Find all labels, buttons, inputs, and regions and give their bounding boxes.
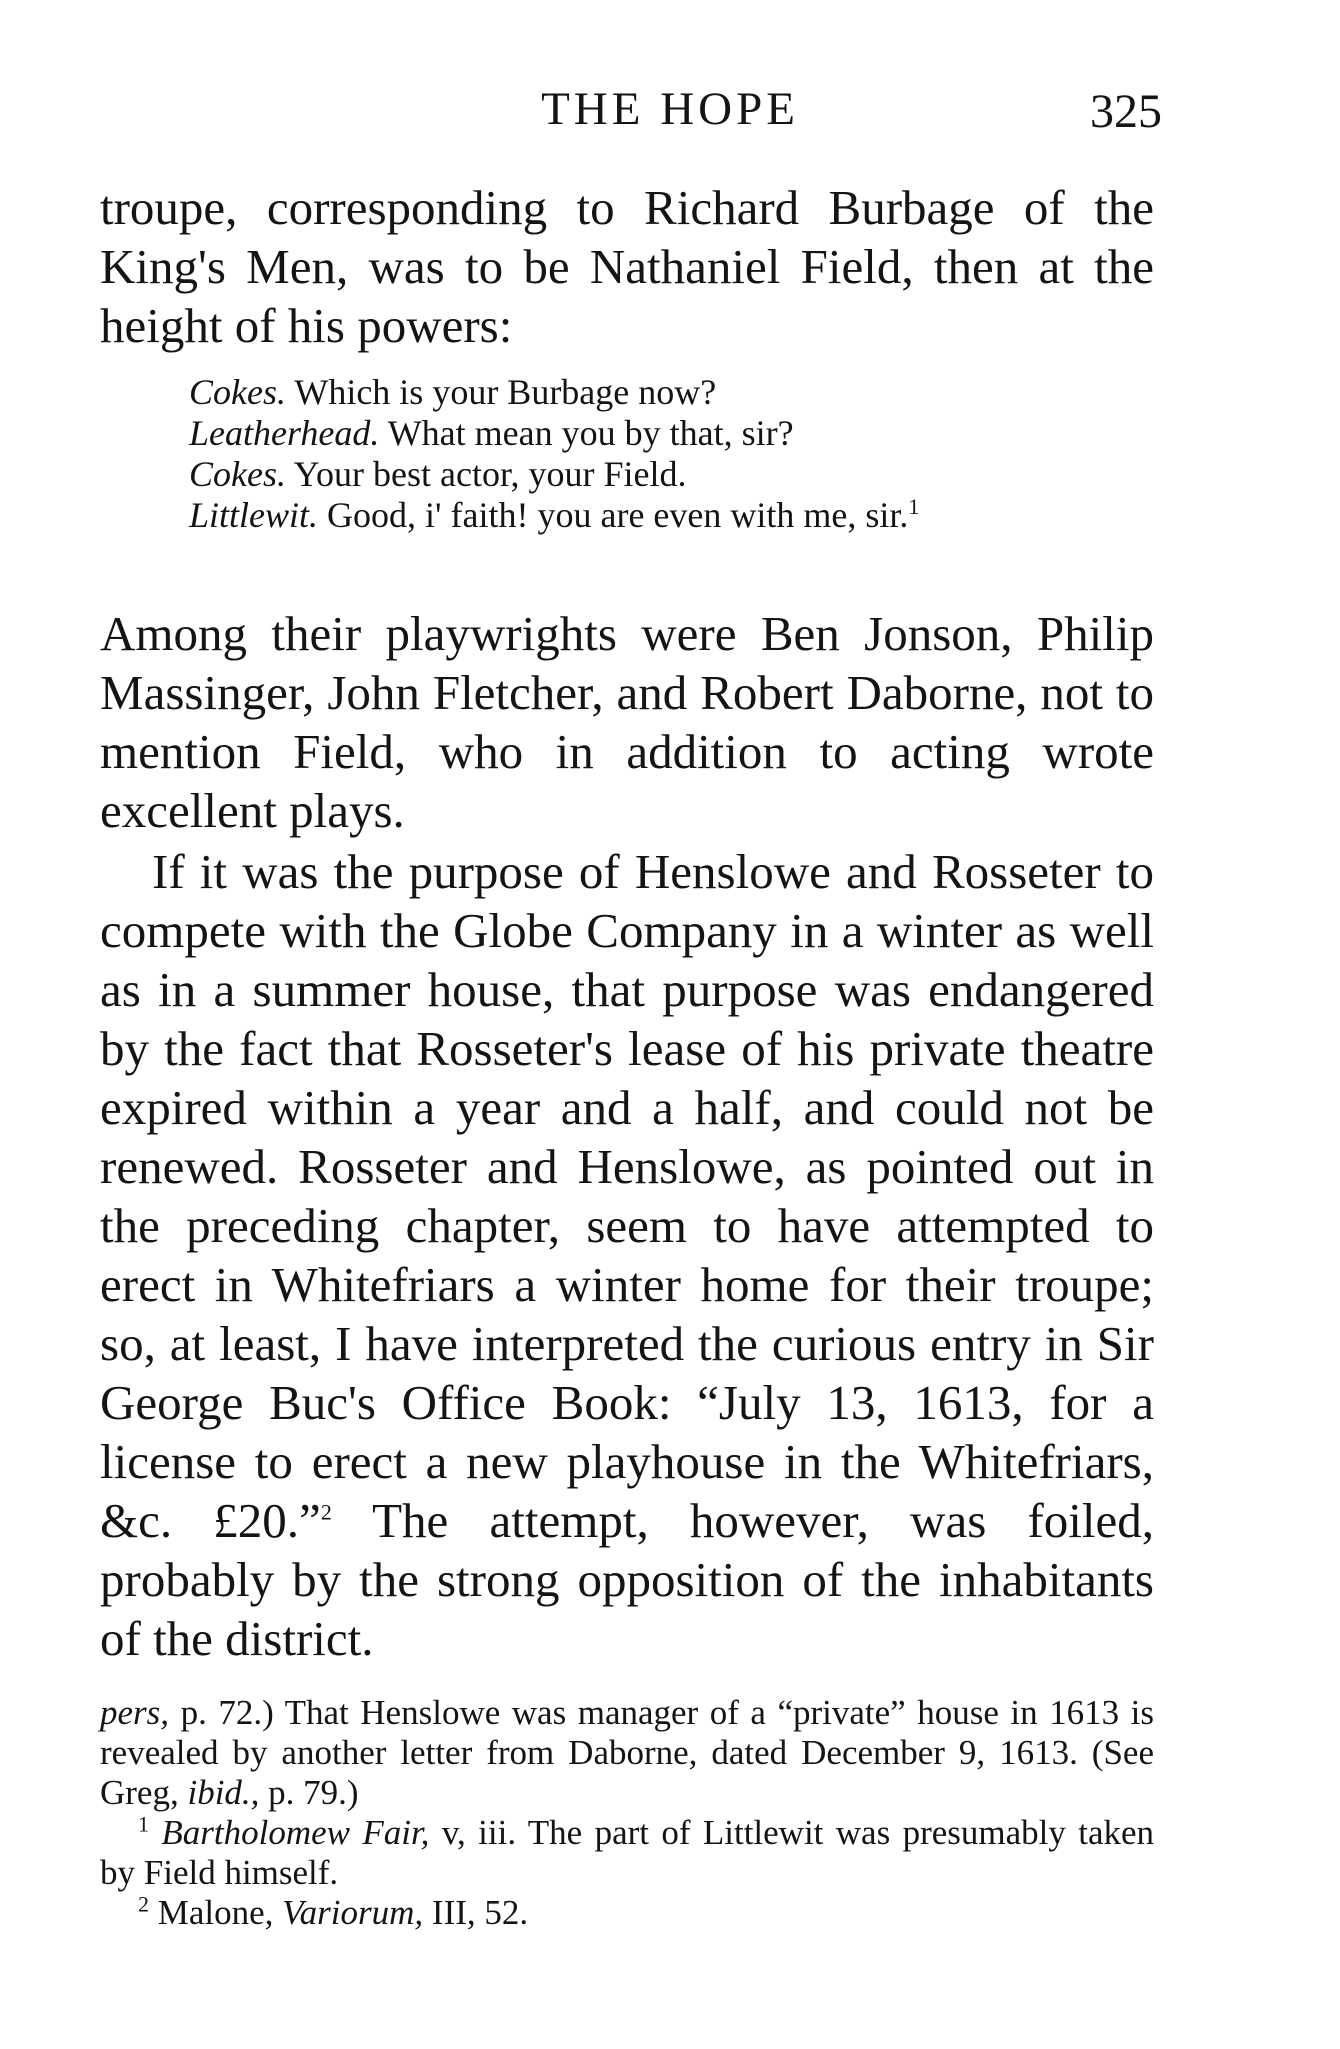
dialogue-text: Good, i' faith! you are even with me, sir. xyxy=(327,495,909,535)
footnote-text: p. 72.) That Henslowe was manager of a “private” house in 1613 is revealed by another letter from Daborne, dated December 9, 1613. (See Greg, xyxy=(100,1693,1155,1812)
running-title: THE HOPE xyxy=(541,83,799,135)
dialogue-line xyxy=(189,454,919,495)
footnote-text-end: p. 79.) xyxy=(268,1773,359,1812)
footnote-ref-2: 2 xyxy=(320,1499,332,1525)
footnote-2-text: III, 52. xyxy=(431,1893,529,1932)
speaker-name: Leatherhead. xyxy=(189,413,380,453)
footnote-1 xyxy=(100,1813,1154,1893)
page-header xyxy=(0,78,1340,138)
footnote-1-mark: 1 xyxy=(138,1811,149,1837)
speaker-name: Cokes. xyxy=(189,372,286,412)
footnote-1-text: v, iii. The part of Littlewit was presumably taken by Field himself. xyxy=(100,1813,1155,1892)
footnote-2-title: Variorum, xyxy=(282,1893,424,1932)
footnote-italic-word: pers, xyxy=(100,1693,170,1732)
footnote-2-mark: 2 xyxy=(138,1891,149,1917)
dialogue-text: Which is your Burbage now? xyxy=(294,372,717,412)
paragraph-3-text: If it was the purpose of Henslowe and Rosseter to compete with the Globe Company in a winter as well as in a summer house, that purpose was endangered by the fact that Rosseter's lease of his private theatre expired within a year and a half, and could not be renewed. Rosseter and Henslowe, as pointed out in the preceding chapter, seem to have attempted to erect in Whitefriars a winter home for their troupe; so, at least, I have interpreted the curious entry in Sir George Buc's Office Book: “July 13, 1613, for a license to erect a new playhouse in the Whitefriars, &c. £20.” xyxy=(100,844,1154,1548)
paragraph-1: troupe, corresponding to Richard Burbage of the King's Men, was to be Nathaniel Field, then at the height of his powers: xyxy=(100,180,1154,353)
quoted-dialogue xyxy=(189,372,919,536)
dialogue-text: Your best actor, your Field. xyxy=(293,454,687,494)
footnotes xyxy=(100,1693,1154,1933)
paragraph-2: Among their playwrights were Ben Jonson, Philip Massinger, John Fletcher, and Robert Daborne, not to mention Field, who in addition to acting wrote excellent plays. xyxy=(100,606,1154,838)
dialogue-line xyxy=(189,495,919,536)
dialogue-text: What mean you by that, sir? xyxy=(387,413,794,453)
page-number: 325 xyxy=(1090,85,1162,138)
speaker-name: Cokes. xyxy=(189,454,286,494)
footnote-2 xyxy=(100,1893,1154,1933)
dialogue-line xyxy=(189,372,919,413)
footnote-ibid: ibid., xyxy=(187,1773,260,1812)
footnote-continued xyxy=(100,1693,1154,1813)
paragraph-3 xyxy=(100,842,1154,1668)
speaker-name: Littlewit. xyxy=(189,495,319,535)
paragraph-3-continuation: The attempt, however, was foiled, probably by the strong opposition of the inhabitants of the district. xyxy=(100,1493,1154,1666)
footnote-2-author: Malone, xyxy=(157,1893,274,1932)
footnote-1-title: Bartholomew Fair, xyxy=(161,1813,430,1852)
footnote-ref-1: 1 xyxy=(908,494,920,519)
dialogue-line xyxy=(189,413,919,454)
